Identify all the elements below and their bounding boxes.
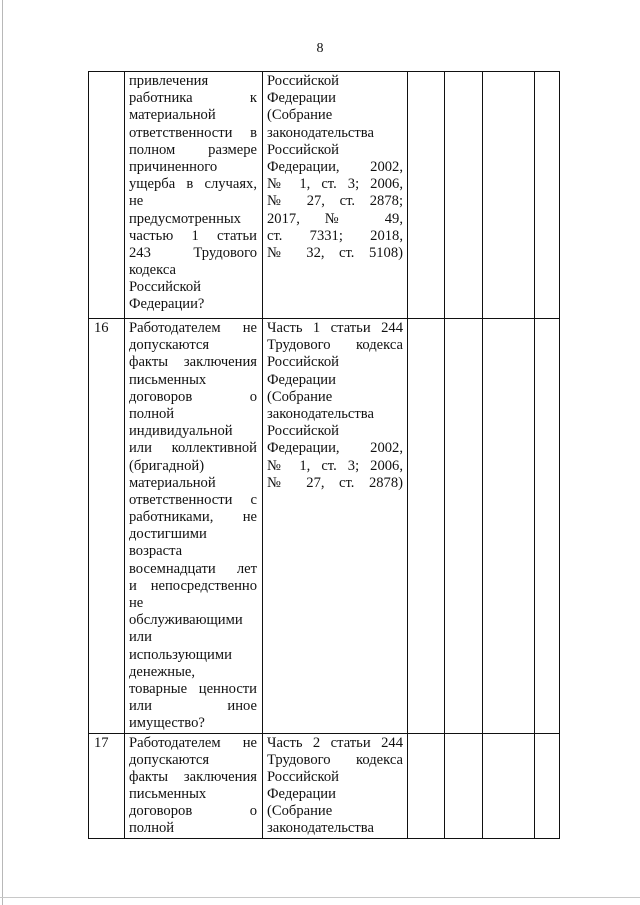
answer-no-cell (445, 72, 483, 319)
question-line: (бригадной) (129, 457, 205, 474)
question-line: полном размере (129, 141, 257, 158)
question-line: допускаются (129, 751, 210, 768)
reference-line: Федерации, 2002, (267, 440, 403, 457)
question-line: предусмотренных (129, 210, 241, 227)
reference-line: Российской (267, 768, 339, 785)
remarks-cell (535, 72, 560, 319)
reference-line: законодательства (267, 820, 374, 837)
question-cell (125, 72, 263, 319)
question-line: работника к (129, 90, 257, 107)
reference-line: 2017, № 49, (267, 210, 403, 227)
question-line: возраста (129, 543, 183, 560)
question-line: материальной (129, 474, 216, 491)
reference-line: (Собрание (267, 803, 333, 820)
page-left-edge (2, 0, 3, 905)
question-line: не (129, 193, 144, 210)
row-number-cell: 17 (89, 733, 125, 838)
question-line: материальной (129, 107, 216, 124)
question-line: или иное (129, 698, 257, 715)
question-line: Федерации? (129, 296, 205, 313)
reference-line: Трудового кодекса (267, 337, 403, 354)
question-line: ответственности с (129, 491, 257, 508)
question-line: письменных (129, 371, 207, 388)
question-line: использующими (129, 646, 232, 663)
reference-line: законодательства (267, 124, 374, 141)
question-line: работниками, не (129, 509, 257, 526)
answer-yes-cell (408, 72, 445, 319)
question-line: полной (129, 405, 175, 422)
question-line: Российской (129, 279, 201, 296)
page-bottom-edge (0, 897, 640, 898)
answer-no-cell (445, 319, 483, 734)
question-line: имущество? (129, 715, 205, 732)
question-line: или (129, 629, 152, 646)
question-line: частью 1 статьи (129, 227, 257, 244)
question-line: восемнадцати лет (129, 560, 257, 577)
legal-reference-cell (263, 72, 408, 319)
question-line: Работодателем не (129, 320, 257, 336)
reference-line: Федерации (267, 786, 336, 803)
table-row (89, 72, 560, 319)
reference-line: (Собрание (267, 388, 333, 405)
answer-yes-cell (408, 319, 445, 734)
question-line: договоров о (129, 388, 257, 405)
reference-line: ст. 7331; 2018, (267, 227, 403, 244)
question-line: полной (129, 820, 175, 837)
question-line: причиненного (129, 158, 218, 175)
question-line: ответственности в (129, 124, 257, 141)
answer-no-cell (445, 733, 483, 838)
reference-line: Федерации, 2002, (267, 158, 403, 175)
question-line: денежные, (129, 663, 196, 680)
row-number-cell: 16 (89, 319, 125, 734)
question-line: привлечения (129, 73, 209, 89)
row-number-cell (89, 72, 125, 319)
question-line: 243 Трудового (129, 244, 257, 261)
remarks-cell (535, 733, 560, 838)
table-row (89, 319, 560, 734)
question-line: товарные ценности (129, 680, 257, 697)
question-line: договоров о (129, 803, 257, 820)
question-line: факты заключения (129, 354, 257, 371)
legal-reference-cell (263, 733, 408, 838)
reference-line: законодательства (267, 405, 374, 422)
reference-line: Российской (267, 354, 339, 371)
answer-not-applicable-cell (483, 319, 535, 734)
question-cell (125, 733, 263, 838)
question-line: и непосредственно (129, 577, 257, 594)
table-row (89, 733, 560, 838)
reference-line: № 1, ст. 3; 2006, (267, 457, 403, 474)
reference-line: Российской (267, 73, 339, 89)
question-line: допускаются (129, 337, 210, 354)
question-line: или коллективной (129, 440, 257, 457)
reference-line: Федерации (267, 371, 336, 388)
question-line: факты заключения (129, 768, 257, 785)
legal-reference-cell (263, 319, 408, 734)
question-line: кодекса (129, 262, 176, 279)
reference-line: Часть 2 статьи 244 (267, 734, 403, 751)
question-line: Работодателем не (129, 734, 257, 751)
reference-line: № 27, ст. 2878; (267, 193, 403, 210)
question-cell (125, 319, 263, 734)
reference-line: Часть 1 статьи 244 (267, 320, 403, 336)
question-line: индивидуальной (129, 423, 233, 440)
reference-line: № 27, ст. 2878) (267, 474, 403, 491)
reference-line: (Собрание (267, 107, 333, 124)
question-line: обслуживающими (129, 612, 243, 629)
checklist-table (88, 71, 560, 839)
reference-line: Федерации (267, 90, 336, 107)
reference-line: Трудового кодекса (267, 751, 403, 768)
answer-not-applicable-cell (483, 72, 535, 319)
reference-line: № 32, ст. 5108) (267, 244, 403, 261)
reference-line: № 1, ст. 3; 2006, (267, 176, 403, 193)
reference-line: Российской (267, 141, 339, 158)
answer-not-applicable-cell (483, 733, 535, 838)
question-line: не (129, 595, 144, 611)
reference-line: Российской (267, 423, 339, 440)
question-line: ущерба в случаях, (129, 176, 257, 193)
question-line: письменных (129, 786, 207, 803)
page-number: 8 (316, 41, 324, 56)
remarks-cell (535, 319, 560, 734)
question-line: достигшими (129, 526, 207, 543)
answer-yes-cell (408, 733, 445, 838)
